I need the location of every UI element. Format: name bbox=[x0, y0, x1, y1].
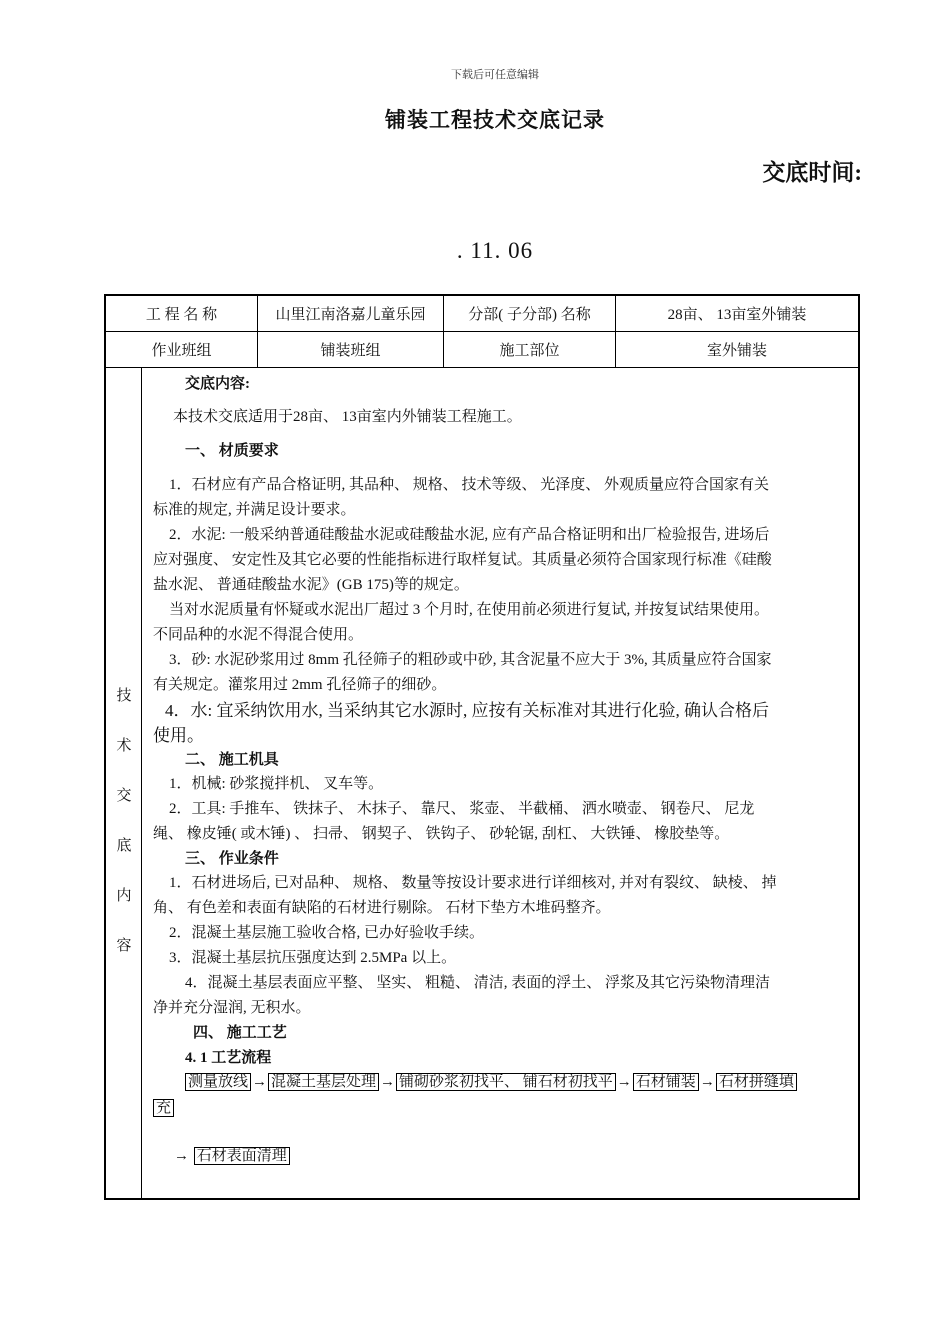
flow-step: 石材拼缝填 bbox=[716, 1073, 797, 1091]
paragraph: 1．石材应有产品合格证明, 其品种、 规格、 技术等级、 光泽度、 外观质量应符合国家有关 bbox=[169, 477, 770, 493]
section-process-title: 四、 施工工艺 bbox=[193, 1025, 287, 1041]
section-materials-title: 一、 材质要求 bbox=[185, 443, 279, 459]
side-char: 容 bbox=[116, 938, 132, 954]
info-row-project bbox=[106, 296, 858, 332]
paragraph: 4．水: 宜采纳饮用水, 当采纳其它水源时, 应按有关标准对其进行化验, 确认合格后 bbox=[165, 701, 769, 720]
process-flow-last bbox=[173, 1144, 290, 1165]
flow-step: 铺砌砂浆初找平、 铺石材初找平 bbox=[396, 1073, 616, 1091]
side-char: 交 bbox=[116, 788, 132, 804]
paragraph: 3．混凝土基层抗压强度达到 2.5MPa 以上。 bbox=[169, 950, 457, 966]
flow-arrow: → bbox=[252, 1074, 268, 1090]
flow-step: 石材铺装 bbox=[633, 1073, 699, 1091]
paragraph: 4．混凝土基层表面应平整、 坚实、 粗糙、 清洁, 表面的浮土、 浮浆及其它污染物清理洁 bbox=[185, 975, 771, 991]
handover-date: . 11. 06 bbox=[456, 238, 534, 263]
content-heading: 交底内容: bbox=[185, 376, 250, 392]
flow-step: 石材表面清理 bbox=[194, 1147, 290, 1165]
paragraph: 标准的规定, 并满足设计要求。 bbox=[153, 502, 356, 518]
process-flow-wrap bbox=[153, 1096, 174, 1117]
project-name-value: 山里江南洛嘉儿童乐园 bbox=[258, 296, 444, 331]
intro-text: 本技术交底适用于28亩、 13亩室内外铺装工程施工。 bbox=[173, 409, 522, 425]
subproject-value: 28亩、 13亩室外铺装 bbox=[667, 307, 807, 323]
team-label: 作业班组 bbox=[106, 332, 258, 367]
section-conditions-title: 三、 作业条件 bbox=[185, 851, 279, 867]
location-value: 室外铺装 bbox=[706, 343, 767, 359]
paragraph: 2．水泥: 一般采纳普通硅酸盐水泥或硅酸盐水泥, 应有产品合格证明和出厂检验报告, 进场后 bbox=[169, 527, 770, 543]
flow-arrow: → bbox=[174, 1148, 189, 1164]
paragraph: 使用。 bbox=[153, 726, 204, 745]
subsection-flow-title: 4. 1 工艺流程 bbox=[185, 1050, 272, 1066]
location-label: 施工部位 bbox=[444, 332, 616, 367]
download-note: 下载后可任意编辑 bbox=[451, 69, 539, 81]
document-title: 铺装工程技术交底记录 bbox=[385, 108, 605, 132]
paragraph: 应对强度、 安定性及其它必要的性能指标进行取样复试。其质量必须符合国家现行标准《硅酸 bbox=[153, 552, 772, 568]
flow-step: 测量放线 bbox=[185, 1073, 251, 1091]
side-char: 底 bbox=[116, 838, 132, 854]
team-value: 铺装班组 bbox=[258, 332, 444, 367]
paragraph: 当对水泥质量有怀疑或水泥出厂超过 3 个月时, 在使用前必须进行复试, 并按复试结果使用。 bbox=[169, 602, 770, 618]
side-char: 技 bbox=[116, 688, 132, 704]
paragraph: 1．石材进场后, 已对品种、 规格、 数量等按设计要求进行详细核对, 并对有裂纹、 缺棱、 掉 bbox=[169, 875, 777, 891]
flow-arrow: → bbox=[380, 1074, 396, 1090]
flow-arrow: → bbox=[616, 1074, 632, 1090]
paragraph: 不同品种的水泥不得混合使用。 bbox=[153, 627, 364, 643]
content-side-label bbox=[106, 368, 142, 1198]
side-char: 内 bbox=[116, 888, 132, 904]
project-name-label: 工 程 名 称 bbox=[106, 296, 258, 331]
paragraph: 绳、 橡皮锤( 或木锤) 、 扫帚、 钢契子、 铁钩子、 砂轮锯, 刮杠、 大铁锤、 橡胶垫等。 bbox=[153, 826, 730, 842]
paragraph: 3．砂: 水泥砂浆用过 8mm 孔径筛子的粗砂或中砂, 其含泥量不应大于 3%, 其质量应符合国家 bbox=[169, 652, 772, 668]
flow-arrow: → bbox=[699, 1074, 715, 1090]
record-table bbox=[104, 294, 860, 1200]
info-row-team bbox=[106, 332, 858, 368]
paragraph: 2．工具: 手推车、 铁抹子、 木抹子、 靠尺、 浆壶、 半截桶、 洒水喷壶、 钢卷尺、 尼龙 bbox=[169, 801, 755, 817]
paragraph: 角、 有色差和表面有缺陷的石材进行剔除。 石材下垫方木堆码整齐。 bbox=[153, 900, 611, 916]
handover-content bbox=[143, 368, 858, 1198]
paragraph: 2．混凝土基层施工验收合格, 已办好验收手续。 bbox=[169, 925, 485, 941]
flow-step: 混凝土基层处理 bbox=[268, 1073, 379, 1091]
section-tools-title: 二、 施工机具 bbox=[185, 752, 279, 768]
flow-step-wrap: 充 bbox=[153, 1099, 174, 1117]
side-char: 术 bbox=[116, 738, 132, 754]
process-flow bbox=[185, 1070, 797, 1091]
paragraph: 1．机械: 砂浆搅拌机、 叉车等。 bbox=[169, 776, 384, 792]
paragraph: 有关规定。灌浆用过 2mm 孔径筛子的细砂。 bbox=[153, 677, 447, 693]
paragraph: 盐水泥、 普通硅酸盐水泥》(GB 175)等的规定。 bbox=[153, 577, 469, 593]
subproject-label: 分部( 子分部) 名称 bbox=[444, 296, 616, 331]
paragraph: 净并充分湿润, 无积水。 bbox=[153, 1000, 311, 1016]
handover-time-label: 交底时间: bbox=[762, 160, 862, 185]
